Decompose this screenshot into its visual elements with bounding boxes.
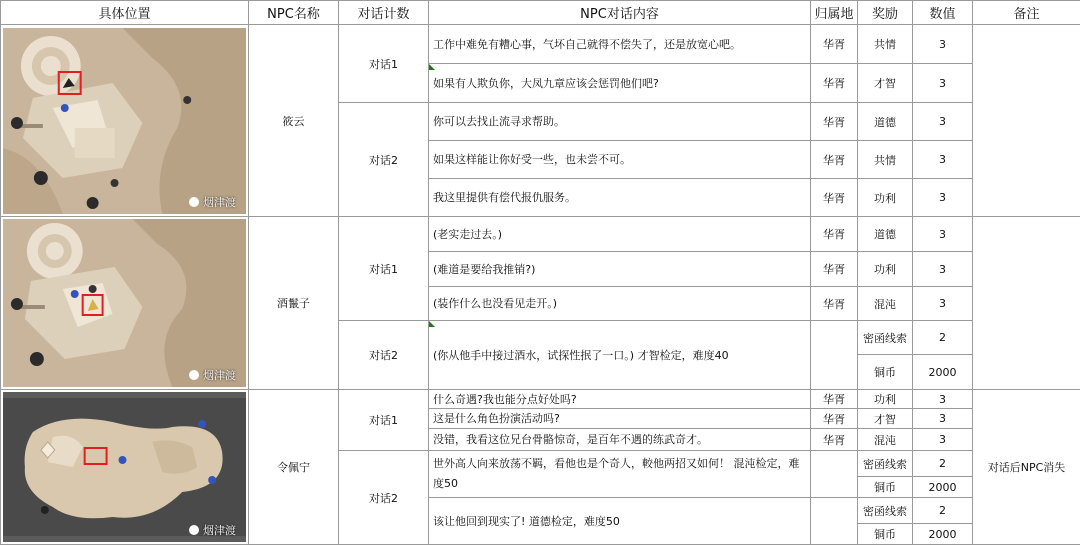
- dialog-label: 对话2: [339, 103, 429, 217]
- dialog-region: 华胥: [811, 103, 858, 141]
- dialog-reward: 铜币: [858, 355, 913, 390]
- dialog-value: 3: [913, 287, 973, 321]
- dialog-label: 对话2: [339, 321, 429, 390]
- dialog-text: (老实走过去。): [429, 217, 811, 252]
- header-reward: 奖励: [858, 1, 913, 25]
- dialog-value: 3: [913, 252, 973, 287]
- dialog-value: 2000: [913, 477, 973, 498]
- dialog-reward: 共情: [858, 141, 913, 179]
- comment-marker-icon: [429, 64, 435, 70]
- dialog-value: 2000: [913, 355, 973, 390]
- dialog-label: 对话1: [339, 25, 429, 103]
- header-dialog-count: 对话计数: [339, 1, 429, 25]
- map-thumbnail-npc1[interactable]: [1, 25, 249, 217]
- dialog-text: (装作什么也没看见走开。): [429, 287, 811, 321]
- location-icon: [189, 525, 199, 535]
- table-row: [1, 217, 1080, 252]
- map-thumbnail-npc2[interactable]: [1, 217, 249, 390]
- dialog-text: 世外高人向来放荡不羁，看他也是个奇人，較他两招又如何！ 混沌检定，难度50: [429, 451, 811, 498]
- npc-name: 筱云: [249, 25, 339, 217]
- comment-marker-icon: [429, 321, 435, 327]
- dialog-value: 3: [913, 217, 973, 252]
- table-row: [1, 25, 1080, 64]
- map-image: [3, 392, 246, 542]
- dialog-text: (难道是要给我推销?): [429, 252, 811, 287]
- dialog-value: 3: [913, 25, 973, 64]
- dialog-region: 华胥: [811, 141, 858, 179]
- dialog-reward: 混沌: [858, 287, 913, 321]
- dialog-value: 3: [913, 103, 973, 141]
- dialog-text: (你从他手中接过酒水，试探性抿了一口。) 才智检定，难度40: [429, 321, 811, 390]
- dialog-value: 3: [913, 141, 973, 179]
- dialog-reward: 道德: [858, 103, 913, 141]
- dialog-region: 华胥: [811, 287, 858, 321]
- dialog-text: 如果有人欺负你，大凤九章应该会惩罚他们吧?: [429, 64, 811, 103]
- location-icon: [189, 197, 199, 207]
- note-cell: [973, 25, 1080, 217]
- dialog-text: 工作中难免有糟心事，气坏自己就得不偿失了，还是放宽心吧。: [429, 25, 811, 64]
- map-image: [3, 219, 246, 387]
- dialog-reward: 密函线索: [858, 321, 913, 355]
- header-row: [1, 1, 1080, 25]
- dialog-region: 华胥: [811, 64, 858, 103]
- dialog-region: [811, 451, 858, 498]
- dialog-region: 华胥: [811, 217, 858, 252]
- dialog-text: 什么奇遇?我也能分点好处吗?: [429, 390, 811, 409]
- map-location-label: 烟津渡: [189, 367, 236, 383]
- dialog-reward: 铜币: [858, 524, 913, 545]
- dialog-value: 3: [913, 64, 973, 103]
- header-location: 具体位置: [1, 1, 249, 25]
- dialog-label: 对话1: [339, 217, 429, 321]
- map-location-label: 烟津渡: [189, 194, 236, 210]
- dialog-text: 如果这样能让你好受一些，也未尝不可。: [429, 141, 811, 179]
- dialog-region: 华胥: [811, 25, 858, 64]
- dialog-reward: 铜币: [858, 477, 913, 498]
- note-cell: 对话后NPC消失: [973, 390, 1080, 545]
- dialog-text: 你可以去找止流寻求帮助。: [429, 103, 811, 141]
- map-thumbnail-npc3[interactable]: [1, 390, 249, 545]
- dialog-label: 对话1: [339, 390, 429, 451]
- dialog-reward: 才智: [858, 409, 913, 429]
- dialog-region: [811, 321, 858, 390]
- dialog-reward: 功利: [858, 179, 913, 217]
- dialog-region: 华胥: [811, 390, 858, 409]
- location-icon: [189, 370, 199, 380]
- dialog-reward: 道德: [858, 217, 913, 252]
- dialog-value: 2000: [913, 524, 973, 545]
- table-row: [1, 390, 1080, 409]
- dialog-reward: 功利: [858, 390, 913, 409]
- dialog-text: 我这里提供有偿代报仇服务。: [429, 179, 811, 217]
- header-region: 归属地: [811, 1, 858, 25]
- dialog-value: 3: [913, 179, 973, 217]
- dialog-reward: 密函线索: [858, 498, 913, 524]
- dialog-reward: 混沌: [858, 429, 913, 451]
- dialog-reward: 共情: [858, 25, 913, 64]
- dialog-value: 2: [913, 498, 973, 524]
- dialog-text: 没错，我看这位兄台骨骼惊奇，是百年不遇的练武奇才。: [429, 429, 811, 451]
- dialog-value: 3: [913, 429, 973, 451]
- dialog-reward: 密函线索: [858, 451, 913, 477]
- header-value: 数值: [913, 1, 973, 25]
- map-image: [3, 28, 246, 214]
- dialog-reward: 才智: [858, 64, 913, 103]
- dialog-value: 2: [913, 321, 973, 355]
- header-dialog-content: NPC对话内容: [429, 1, 811, 25]
- dialog-label: 对话2: [339, 451, 429, 545]
- dialog-region: 华胥: [811, 179, 858, 217]
- dialog-value: 2: [913, 451, 973, 477]
- dialog-region: [811, 498, 858, 545]
- map-location-label: 烟津渡: [189, 522, 236, 538]
- dialog-value: 3: [913, 390, 973, 409]
- dialog-text: 该让他回到现实了! 道德检定，难度50: [429, 498, 811, 545]
- dialog-reward: 功利: [858, 252, 913, 287]
- dialog-value: 3: [913, 409, 973, 429]
- dialog-region: 华胥: [811, 409, 858, 429]
- dialog-region: 华胥: [811, 252, 858, 287]
- npc-name: 令佩宁: [249, 390, 339, 545]
- dialog-text: 这是什么角色扮演活动吗?: [429, 409, 811, 429]
- note-cell: [973, 217, 1080, 390]
- dialog-region: 华胥: [811, 429, 858, 451]
- header-npc-name: NPC名称: [249, 1, 339, 25]
- header-note: 备注: [973, 1, 1080, 25]
- npc-name: 酒鬣子: [249, 217, 339, 390]
